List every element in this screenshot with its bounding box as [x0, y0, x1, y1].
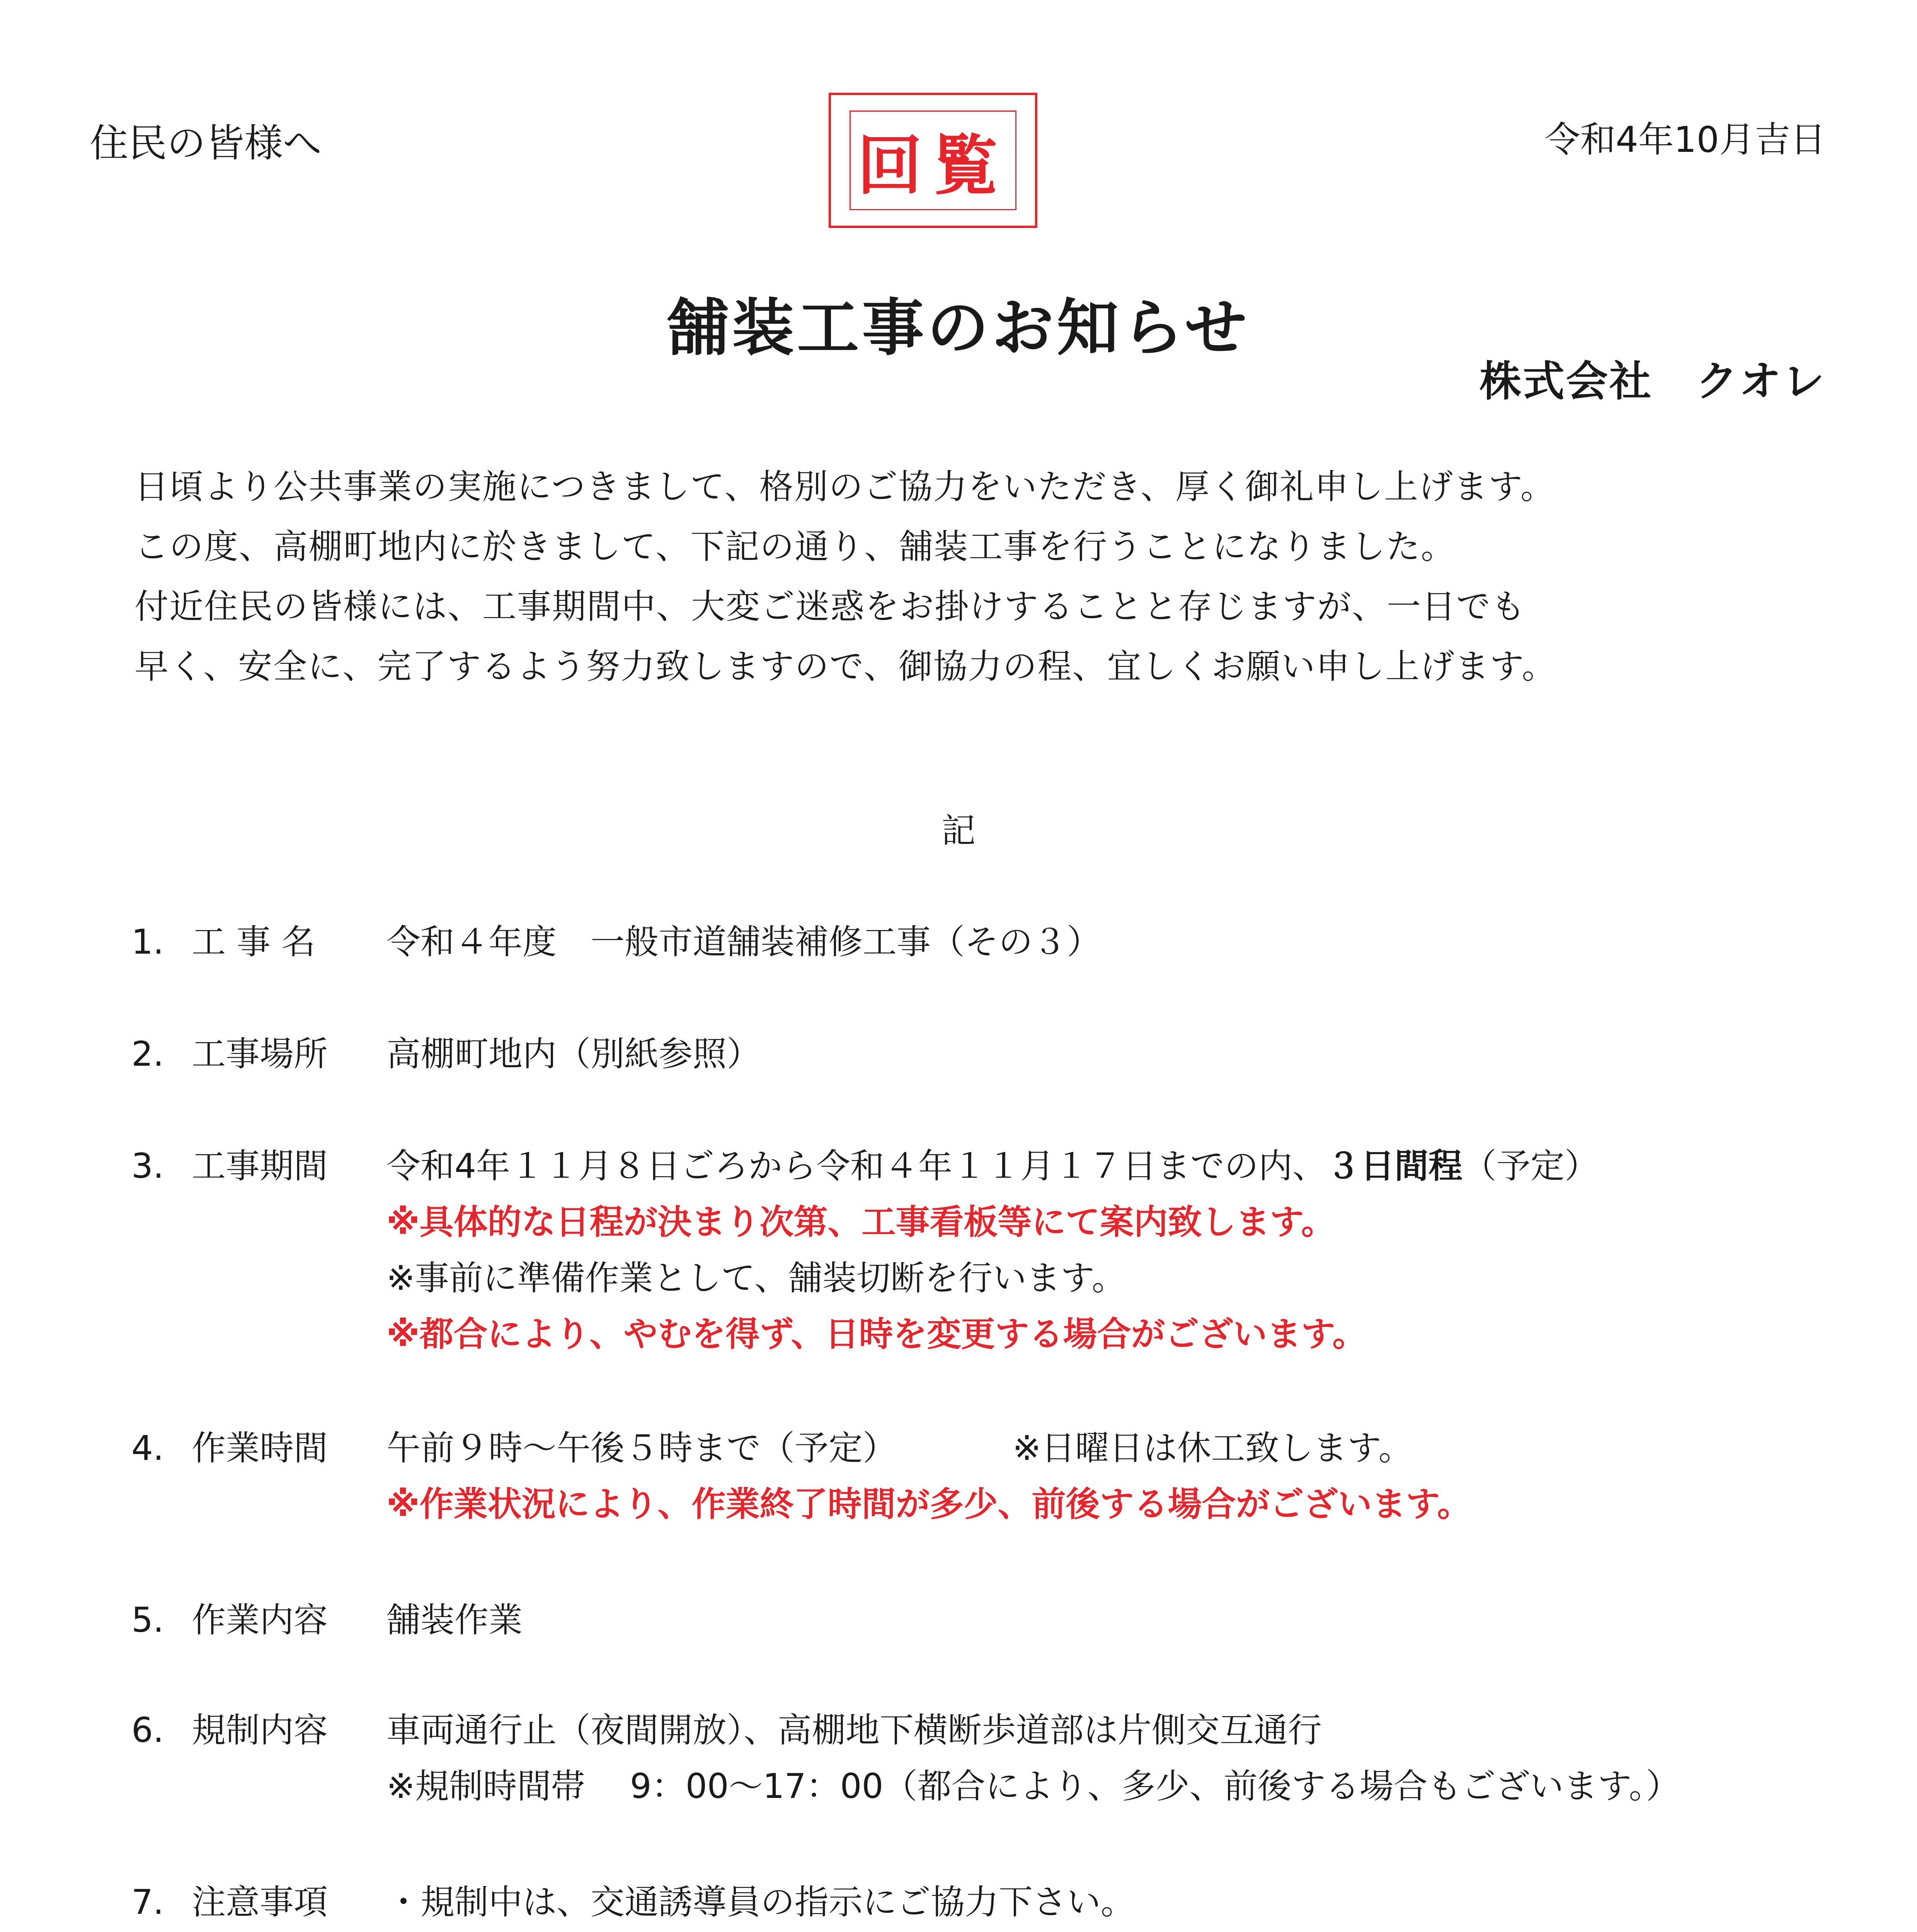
item-5-label: 作業内容: [192, 1600, 328, 1640]
item-3-label: 工事期間: [192, 1146, 328, 1186]
issue-date: 令和4年10月吉日: [1544, 119, 1826, 160]
item-7-number: 7.: [131, 1882, 164, 1922]
item-3-number: 3.: [131, 1146, 164, 1186]
item-4-label: 作業時間: [192, 1428, 328, 1468]
item-7-label: 注意事項: [192, 1882, 328, 1922]
item-3-duration: ３日間程: [1326, 1146, 1463, 1186]
item-6-note: ※規制時間帯 9：00～17：00（都合により、多少、前後する場合もございます。）: [386, 1766, 1680, 1806]
item-4-sunday-note: ※日曜日は休工致します。: [1013, 1428, 1413, 1468]
company-name: 株式会社 クオレ: [1479, 357, 1826, 406]
item-3-note-prep: ※事前に準備作業として、舗装切断を行います。: [386, 1258, 1126, 1298]
intro-line-4: 早く、安全に、完了するよう努力致しますので、御協力の程、宜しくお願い申し上げます。: [134, 646, 1557, 686]
item-1-label: 工 事 名: [192, 922, 315, 962]
intro-line-1: 日頃より公共事業の実施につきまして、格別のご協力をいただき、厚く御礼申し上げます。: [134, 467, 1555, 507]
page-title: 舗装工事のお知らせ: [667, 292, 1250, 364]
item-6-value: 車両通行止（夜間開放）、高棚地下横断歩道部は片側交互通行: [386, 1710, 1322, 1750]
record-heading: 記: [941, 811, 976, 850]
item-2-number: 2.: [131, 1034, 164, 1074]
item-7-note-traffic: ・規制中は、交通誘導員の指示にご協力下さい。: [386, 1882, 1135, 1922]
item-4-value: 午前９時～午後５時まで（予定）: [386, 1428, 897, 1468]
item-3-note-schedule: ※具体的な日程が決まり次第、工事看板等にて案内致します。: [386, 1202, 1335, 1242]
item-6-label: 規制内容: [192, 1710, 328, 1750]
item-6-number: 6.: [131, 1710, 164, 1750]
item-3-planned: （予定）: [1462, 1146, 1599, 1186]
item-1-value: 令和４年度 一般市道舗装補修工事（その３）: [386, 922, 1101, 962]
item-4-number: 4.: [131, 1428, 164, 1468]
item-2-label: 工事場所: [192, 1034, 328, 1074]
circular-stamp-frame: [850, 111, 1016, 210]
circular-stamp: [829, 93, 1037, 228]
item-1-number: 1.: [131, 922, 164, 962]
item-3-period: 令和4年１１月８日ごろから令和４年１１月１７日までの内、: [386, 1146, 1326, 1186]
intro-line-3: 付近住民の皆様には、工事期間中、大変ご迷惑をお掛けすることと存じますが、一日でも: [134, 587, 1526, 626]
intro-line-2: この度、高棚町地内に於きまして、下記の通り、舗装工事を行うことになりました。: [134, 527, 1456, 566]
item-4-note: ※作業状況により、作業終了時間が多少、前後する場合がございます。: [386, 1484, 1471, 1524]
item-2-value: 高棚町地内（別紙参照）: [386, 1034, 761, 1074]
item-3-note-change: ※都合により、やむを得ず、日時を変更する場合がございます。: [386, 1314, 1367, 1354]
item-3-value: [386, 1146, 1599, 1187]
recipient-line: 住民の皆様へ: [90, 121, 322, 166]
item-5-number: 5.: [131, 1600, 164, 1640]
item-5-value: 舗装作業: [386, 1600, 523, 1640]
circular-stamp-text: 回覧: [857, 127, 1009, 204]
